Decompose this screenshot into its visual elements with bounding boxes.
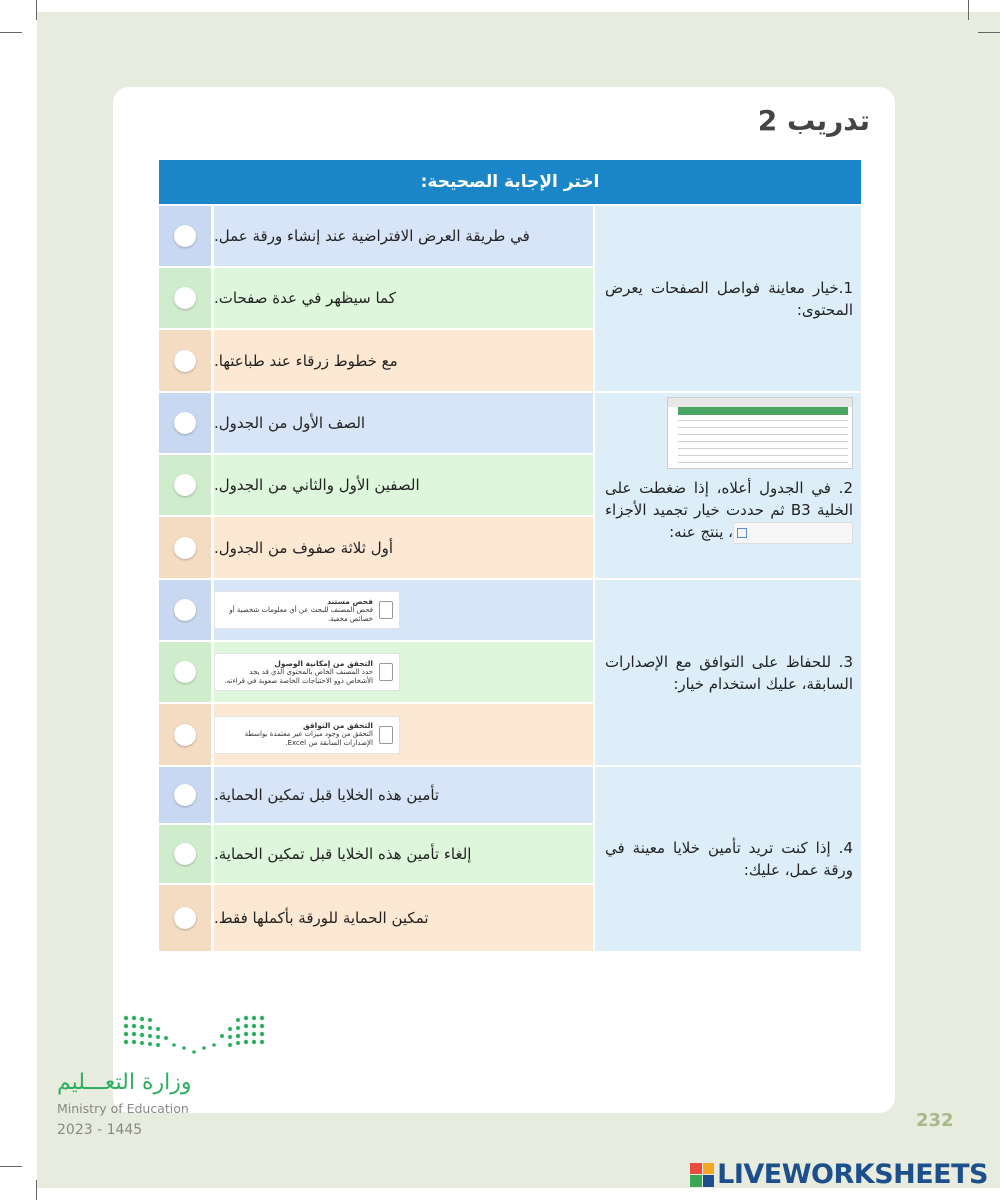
- option-text: كما سيظهر في عدة صفحات.: [214, 268, 593, 328]
- option-cell: [214, 642, 593, 702]
- edition-year: 2023 - 1445: [57, 1122, 143, 1138]
- option-text: تأمين هذه الخلايا قبل تمكين الحماية.: [214, 767, 593, 823]
- radio-button[interactable]: [174, 225, 196, 247]
- option-text: تمكين الحماية للورقة بأكملها فقط.: [214, 885, 593, 951]
- radio-cell: [159, 580, 211, 640]
- option-desc: حدد المصنف الخاص بالمحتوى الذي قد يجد الأشخاص ذوو الاحتياجات الخاصة صعوبة في قراءته.: [224, 667, 373, 685]
- question-text: [605, 397, 853, 544]
- option-desc: فحص المصنف للبحث عن أي معلومات شخصية أو خصائص مخفية.: [229, 605, 373, 623]
- radio-button[interactable]: [174, 599, 196, 621]
- option-title: فحص مستند: [327, 596, 373, 606]
- inspect-document-option: [214, 591, 400, 629]
- question-group-1: [159, 206, 861, 391]
- question-table: [159, 160, 861, 927]
- table-header: اختر الإجابة الصحيحة:: [159, 160, 861, 204]
- radio-cell: [159, 517, 211, 578]
- question-group-2: [159, 393, 861, 578]
- brand-text: LIVEWORKSHEETS: [717, 1159, 988, 1190]
- option-row: [159, 767, 593, 823]
- option-cell: [214, 704, 593, 765]
- option-row: [159, 268, 593, 328]
- question-cell: [595, 393, 861, 578]
- question-text-part1: 2. في الجدول أعلاه، إذا ضغطت على الخلية B3 ثم حددت خيار تجميد الأجزاء: [605, 479, 853, 519]
- radio-cell: [159, 767, 211, 823]
- radio-cell: [159, 206, 211, 266]
- question-cell: [595, 580, 861, 765]
- document-inspect-icon: [379, 601, 393, 619]
- option-row: [159, 393, 593, 453]
- question-group-4: [159, 767, 861, 951]
- option-desc: التحقق من وجود ميزات غير معتمدة بواسطة الإصدارات السابقة من Excel.: [244, 730, 373, 747]
- radio-button[interactable]: [174, 724, 196, 746]
- radio-cell: [159, 330, 211, 391]
- radio-button[interactable]: [174, 474, 196, 496]
- radio-button[interactable]: [174, 843, 196, 865]
- option-text: في طريقة العرض الافتراضية عند إنشاء ورقة عمل.: [214, 206, 593, 266]
- radio-button[interactable]: [174, 907, 196, 929]
- option-row: [159, 330, 593, 391]
- option-row: [159, 580, 593, 640]
- exercise-title: تدريب 2: [757, 104, 870, 137]
- radio-cell: [159, 642, 211, 702]
- radio-button[interactable]: [174, 412, 196, 434]
- option-cell: [214, 580, 593, 640]
- option-row: [159, 517, 593, 578]
- radio-button[interactable]: [174, 350, 196, 372]
- crop-mark: [36, 0, 37, 20]
- option-text: أول ثلاثة صفوف من الجدول.: [214, 517, 593, 578]
- option-row: [159, 704, 593, 765]
- question-text: 1.خيار معاينة فواصل الصفحات يعرض المحتوى:: [605, 278, 853, 319]
- option-text: مع خطوط زرقاء عند طباعتها.: [214, 330, 593, 391]
- check-accessibility-option: [214, 653, 400, 691]
- radio-cell: [159, 704, 211, 765]
- option-text: الصف الأول من الجدول.: [214, 393, 593, 453]
- crop-mark: [0, 1166, 22, 1167]
- question-cell: [595, 206, 861, 391]
- liveworksheets-brand[interactable]: [690, 1159, 988, 1190]
- option-text: إلغاء تأمين هذه الخلايا قبل تمكين الحماية.: [214, 825, 593, 883]
- radio-button[interactable]: [174, 661, 196, 683]
- option-title: التحقق من التوافق: [302, 721, 373, 730]
- check-compatibility-option: [214, 716, 400, 754]
- ministry-english-name: Ministry of Education: [57, 1101, 189, 1116]
- question-cell: [595, 767, 861, 951]
- option-row: [159, 206, 593, 266]
- radio-button[interactable]: [174, 287, 196, 309]
- radio-cell: [159, 825, 211, 883]
- question-text-part2: ، ينتج عنه:: [669, 523, 733, 541]
- crop-mark: [978, 32, 1000, 33]
- radio-cell: [159, 455, 211, 515]
- option-row: [159, 455, 593, 515]
- question-group-3: [159, 580, 861, 765]
- radio-cell: [159, 393, 211, 453]
- option-row: [159, 825, 593, 883]
- liveworksheets-icon: [690, 1163, 714, 1187]
- option-row: [159, 885, 593, 951]
- compatibility-icon: [379, 726, 393, 744]
- freeze-panes-icon: [733, 522, 853, 544]
- accessibility-icon: [379, 663, 393, 681]
- radio-cell: [159, 268, 211, 328]
- radio-button[interactable]: [174, 537, 196, 559]
- option-text: الصفين الأول والثاني من الجدول.: [214, 455, 593, 515]
- page-number: 232: [916, 1110, 954, 1131]
- crop-mark: [968, 0, 969, 20]
- ministry-logo-dots: [118, 1012, 270, 1058]
- crop-mark: [36, 1180, 37, 1200]
- radio-button[interactable]: [174, 784, 196, 806]
- spreadsheet-thumbnail: [667, 397, 853, 469]
- option-row: [159, 642, 593, 702]
- question-text: 4. إذا كنت تريد تأمين خلايا معينة في ورقة عمل، عليك:: [605, 839, 853, 879]
- question-text: 3. للحفاظ على التوافق مع الإصدارات السابقة، عليك استخدام خيار:: [605, 652, 853, 693]
- radio-cell: [159, 885, 211, 951]
- crop-mark: [0, 32, 22, 33]
- ministry-arabic-name: وزارة التعـــليم: [57, 1070, 192, 1095]
- option-title: التحقق من إمكانية الوصول: [274, 658, 373, 668]
